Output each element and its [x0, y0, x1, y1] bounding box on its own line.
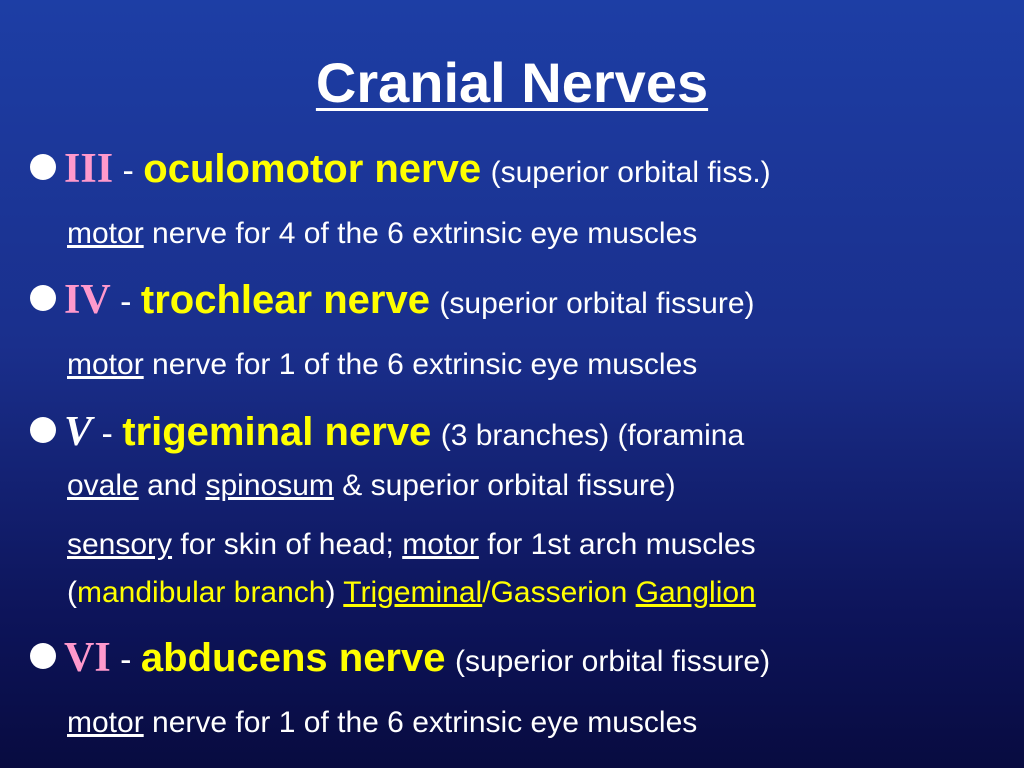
- foramen-note: (superior orbital fissure): [439, 287, 755, 320]
- dash: -: [122, 152, 134, 190]
- numeral: IV: [64, 277, 111, 323]
- keyword-motor: motor: [402, 528, 479, 561]
- description-oculomotor: [67, 214, 1007, 254]
- numeral: VI: [64, 635, 111, 681]
- foramen-continuation: [67, 466, 1007, 506]
- bullet-dot-icon: [30, 643, 56, 669]
- paren-open: (: [67, 576, 77, 609]
- keyword-motor: motor: [67, 348, 144, 381]
- slide-title: [0, 50, 1024, 116]
- dash: -: [120, 641, 132, 679]
- mandibular-branch: mandibular branch: [77, 576, 326, 609]
- paren-close: ): [325, 576, 336, 609]
- description-text: nerve for 4 of the 6 extrinsic eye muscles: [152, 217, 698, 250]
- foramen-note: (superior orbital fiss.): [490, 156, 771, 189]
- motor-text: for 1st arch muscles: [487, 528, 756, 561]
- bullet-oculomotor: [30, 147, 1010, 195]
- slide-title-text: Cranial Nerves: [315, 51, 709, 114]
- nerve-name: abducens nerve: [140, 636, 446, 680]
- bullet-dot-icon: [30, 154, 56, 180]
- keyword-sensory: sensory: [67, 528, 173, 561]
- keyword-motor: motor: [67, 706, 144, 739]
- foramen-ovale: ovale: [67, 469, 139, 502]
- foramen-note: (superior orbital fissure): [454, 645, 771, 678]
- keyword-motor: motor: [67, 217, 144, 250]
- dash: -: [120, 283, 132, 321]
- foramen-note: (3 branches) (foramina: [440, 419, 745, 452]
- foramen-spinosum: spinosum: [205, 469, 334, 502]
- numeral: III: [64, 146, 114, 192]
- nerve-name: oculomotor nerve: [143, 147, 482, 191]
- bullet-abducens: [30, 636, 1010, 684]
- and-text: and: [147, 469, 198, 502]
- nerve-name: trochlear nerve: [140, 278, 430, 322]
- bullet-trochlear: [30, 278, 1010, 326]
- numeral: V: [64, 409, 93, 455]
- bullet-dot-icon: [30, 285, 56, 311]
- dash: -: [101, 415, 113, 453]
- description-trigeminal-branch: [67, 573, 1007, 613]
- description-abducens: [67, 703, 1007, 743]
- description-trochlear: [67, 345, 1007, 385]
- trigeminal-term: Trigeminal: [343, 576, 483, 609]
- description-trigeminal: [67, 525, 1007, 565]
- gasserion-term: /Gasserion: [482, 576, 628, 609]
- description-text: nerve for 1 of the 6 extrinsic eye muscles: [152, 706, 698, 739]
- sensory-text: for skin of head;: [180, 528, 394, 561]
- nerve-name: trigeminal nerve: [122, 410, 432, 454]
- bullet-trigeminal: [30, 410, 1010, 458]
- bullet-dot-icon: [30, 417, 56, 443]
- ganglion-term: Ganglion: [635, 576, 756, 609]
- description-text: nerve for 1 of the 6 extrinsic eye muscles: [152, 348, 698, 381]
- continuation-text: & superior orbital fissure): [342, 469, 676, 502]
